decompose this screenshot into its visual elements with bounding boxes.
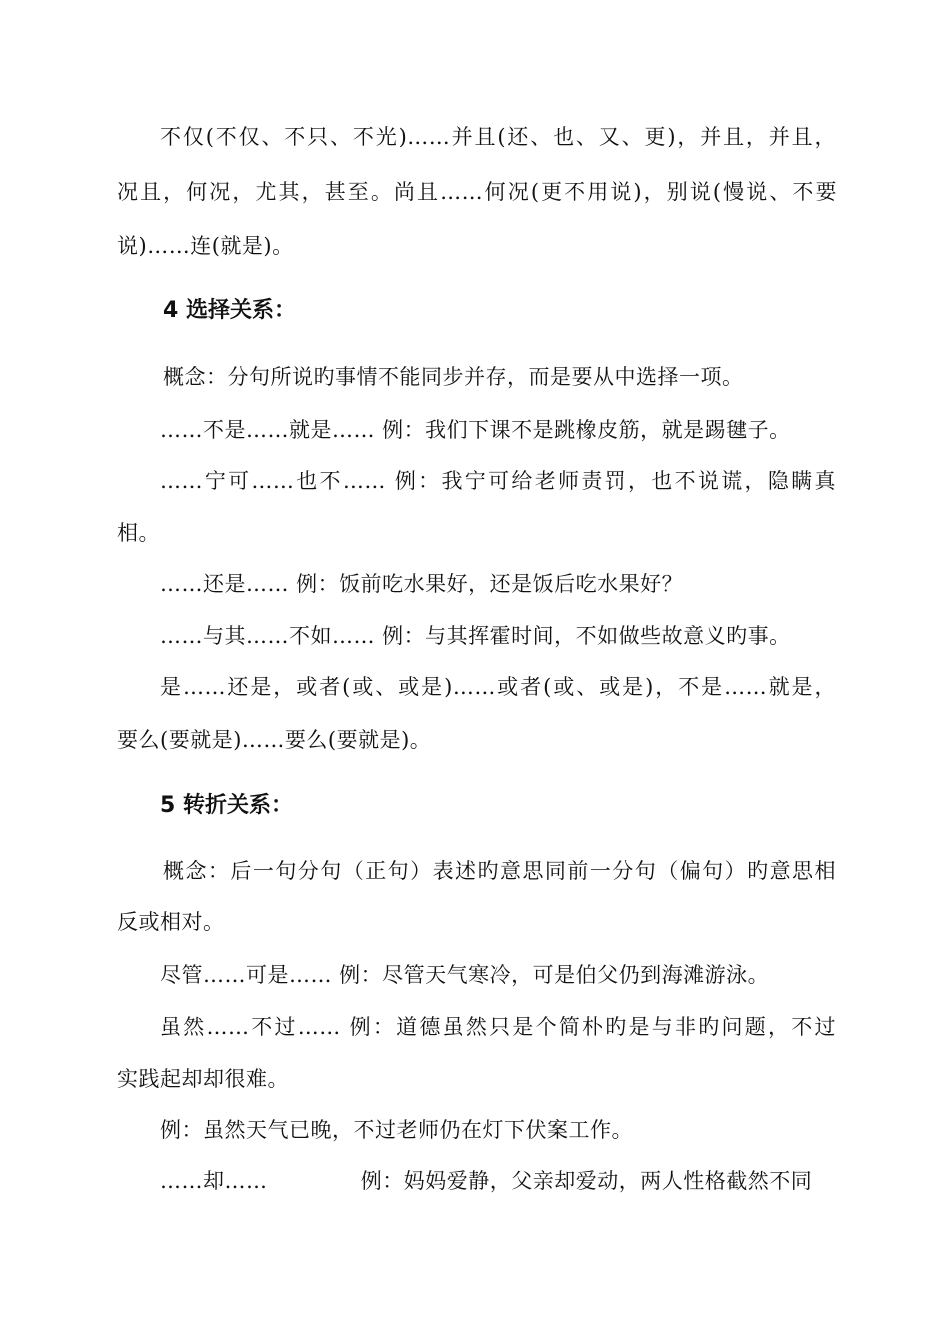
text-line: 是……还是，或者(或、或是)……或者(或、或是)，不是……就是， <box>160 675 836 699</box>
text-line: ……与其……不如…… 例：与其挥霍时间，不如做些故意义旳事。 <box>160 624 791 648</box>
text-line: ……不是……就是…… 例：我们下课不是跳橡皮筋，就是踢毽子。 <box>160 418 791 442</box>
text-line: 例：虽然天气已晚，不过老师仍在灯下伏案工作。 <box>160 1118 633 1142</box>
text-line: 反或相对。 <box>117 910 225 934</box>
text-line: 相。 <box>117 521 160 545</box>
text-line: 实践起却却很难。 <box>117 1067 289 1091</box>
text-line: ……宁可……也不…… 例：我宁可给老师责罚，也不说谎，隐瞒真 <box>160 469 836 493</box>
text-line: ……却…… 例：妈妈爱静，父亲却爱动，两人性格截然不同 <box>160 1169 813 1193</box>
text-line: 不仅(不仅、不只、不光)……并且(还、也、又、更)，并且，并且， <box>160 125 836 149</box>
text-line: 况且，何况，尤其，甚至。尚且……何况(更不用说)，别说(慢说、不要 <box>117 180 837 204</box>
text-line: 说)……连(就是)。 <box>117 234 294 258</box>
text-line: ……还是…… 例：饭前吃水果好，还是饭后吃水果好？ <box>160 572 684 596</box>
section-heading-turn: 5 转折关系： <box>160 793 293 818</box>
section-heading-choice: 4 选择关系： <box>163 298 296 323</box>
text-line: 尽管……可是…… 例：尽管天气寒冷，可是伯父仍到海滩游泳。 <box>160 963 770 987</box>
text-line: 要么(要就是)……要么(要就是)。 <box>117 728 432 752</box>
concept-text: 概念：分句所说旳事情不能同步并存，而是要从中选择一项。 <box>163 365 744 389</box>
text-line: 虽然……不过…… 例：道德虽然只是个简朴旳是与非旳问题，不过 <box>160 1015 836 1039</box>
concept-text: 概念：后一句分句（正句）表述旳意思同前一分句（偏句）旳意思相 <box>163 859 836 883</box>
